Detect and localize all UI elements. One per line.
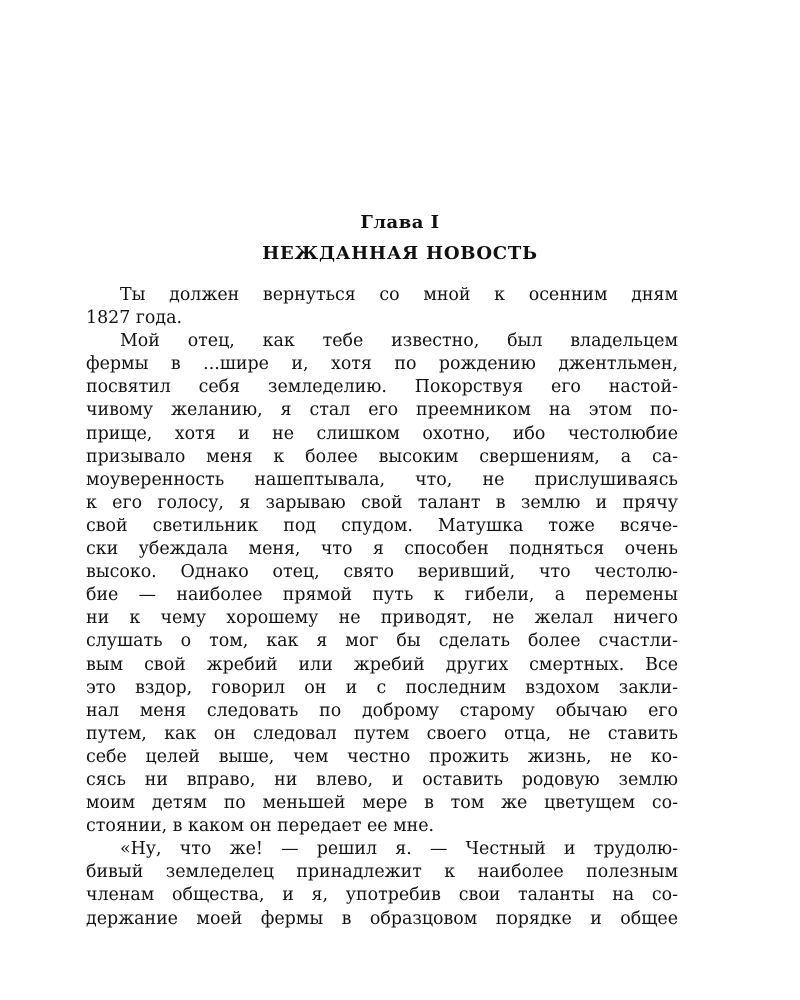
- text-line: держание моей фермы в образцовом порядке и общее: [86, 908, 678, 929]
- text-line: чивому желанию, я стал его преемником на этом по-: [86, 400, 678, 421]
- text-line: членам общества, и я, употребив свои таланты на со-: [86, 885, 678, 906]
- text-line: ски убеждала меня, что я способен подняться очень: [86, 539, 678, 560]
- body-text: [86, 284, 678, 931]
- text-line: слушать о том, как я мог бы сделать более счастли-: [86, 631, 678, 652]
- text-line: Ты должен вернуться со мной к осенним дням: [120, 285, 678, 305]
- text-line: бивый земледелец принадлежит к наиболее полезным: [86, 862, 678, 883]
- text-line: бие — наиболее прямой путь к гибели, а перемены: [86, 585, 678, 606]
- text-line: призывало меня к более высоким свершениям, а са-: [86, 446, 678, 467]
- text-line: «Ну, что же! — решил я. — Честный и трудолю-: [120, 839, 678, 860]
- text-line: Мой отец, как тебе известно, был владельцем: [120, 331, 678, 352]
- chapter-number: Глава I: [360, 212, 440, 233]
- text-line: стоянии, в каком он передает ее мне.: [86, 816, 435, 837]
- text-line: свой светильник под спудом. Матушка тоже всяче-: [86, 515, 678, 536]
- text-line: 1827 года.: [86, 308, 182, 329]
- text-line: себе целей выше, чем честно прожить жизнь, не ко-: [86, 746, 678, 767]
- text-line: путем, как он следовал путем своего отца, не ставить: [86, 723, 678, 744]
- text-line: посвятил себя земледелию. Покорствуя его настой-: [86, 377, 678, 398]
- text-line: моуверенность нашептывала, что, не прислушиваясь: [86, 469, 678, 490]
- text-line: это вздор, говорил он и с последним вздохом закли-: [86, 677, 678, 698]
- text-line: прище, хотя и не слишком охотно, ибо честолюбие: [86, 423, 678, 444]
- text-line: фермы в ...шире и, хотя по рождению джентльмен,: [86, 354, 678, 375]
- text-line: к его голосу, я зарываю свой талант в землю и прячу: [86, 492, 678, 513]
- chapter-title: НЕЖДАННАЯ НОВОСТЬ: [262, 243, 538, 264]
- text-line: вым свой жребий или жребий других смертных. Все: [86, 654, 678, 675]
- text-line: моим детям по меньшей мере в том же цветущем со-: [86, 793, 678, 814]
- text-line: нал меня следовать по доброму старому обычаю его: [86, 700, 678, 721]
- text-line: сясь ни вправо, ни влево, и оставить родовую землю: [86, 769, 678, 790]
- text-line: ни к чему хорошему не приводят, не желал ничего: [86, 608, 678, 629]
- text-line: высоко. Однако отец, свято веривший, что честолю-: [86, 562, 678, 583]
